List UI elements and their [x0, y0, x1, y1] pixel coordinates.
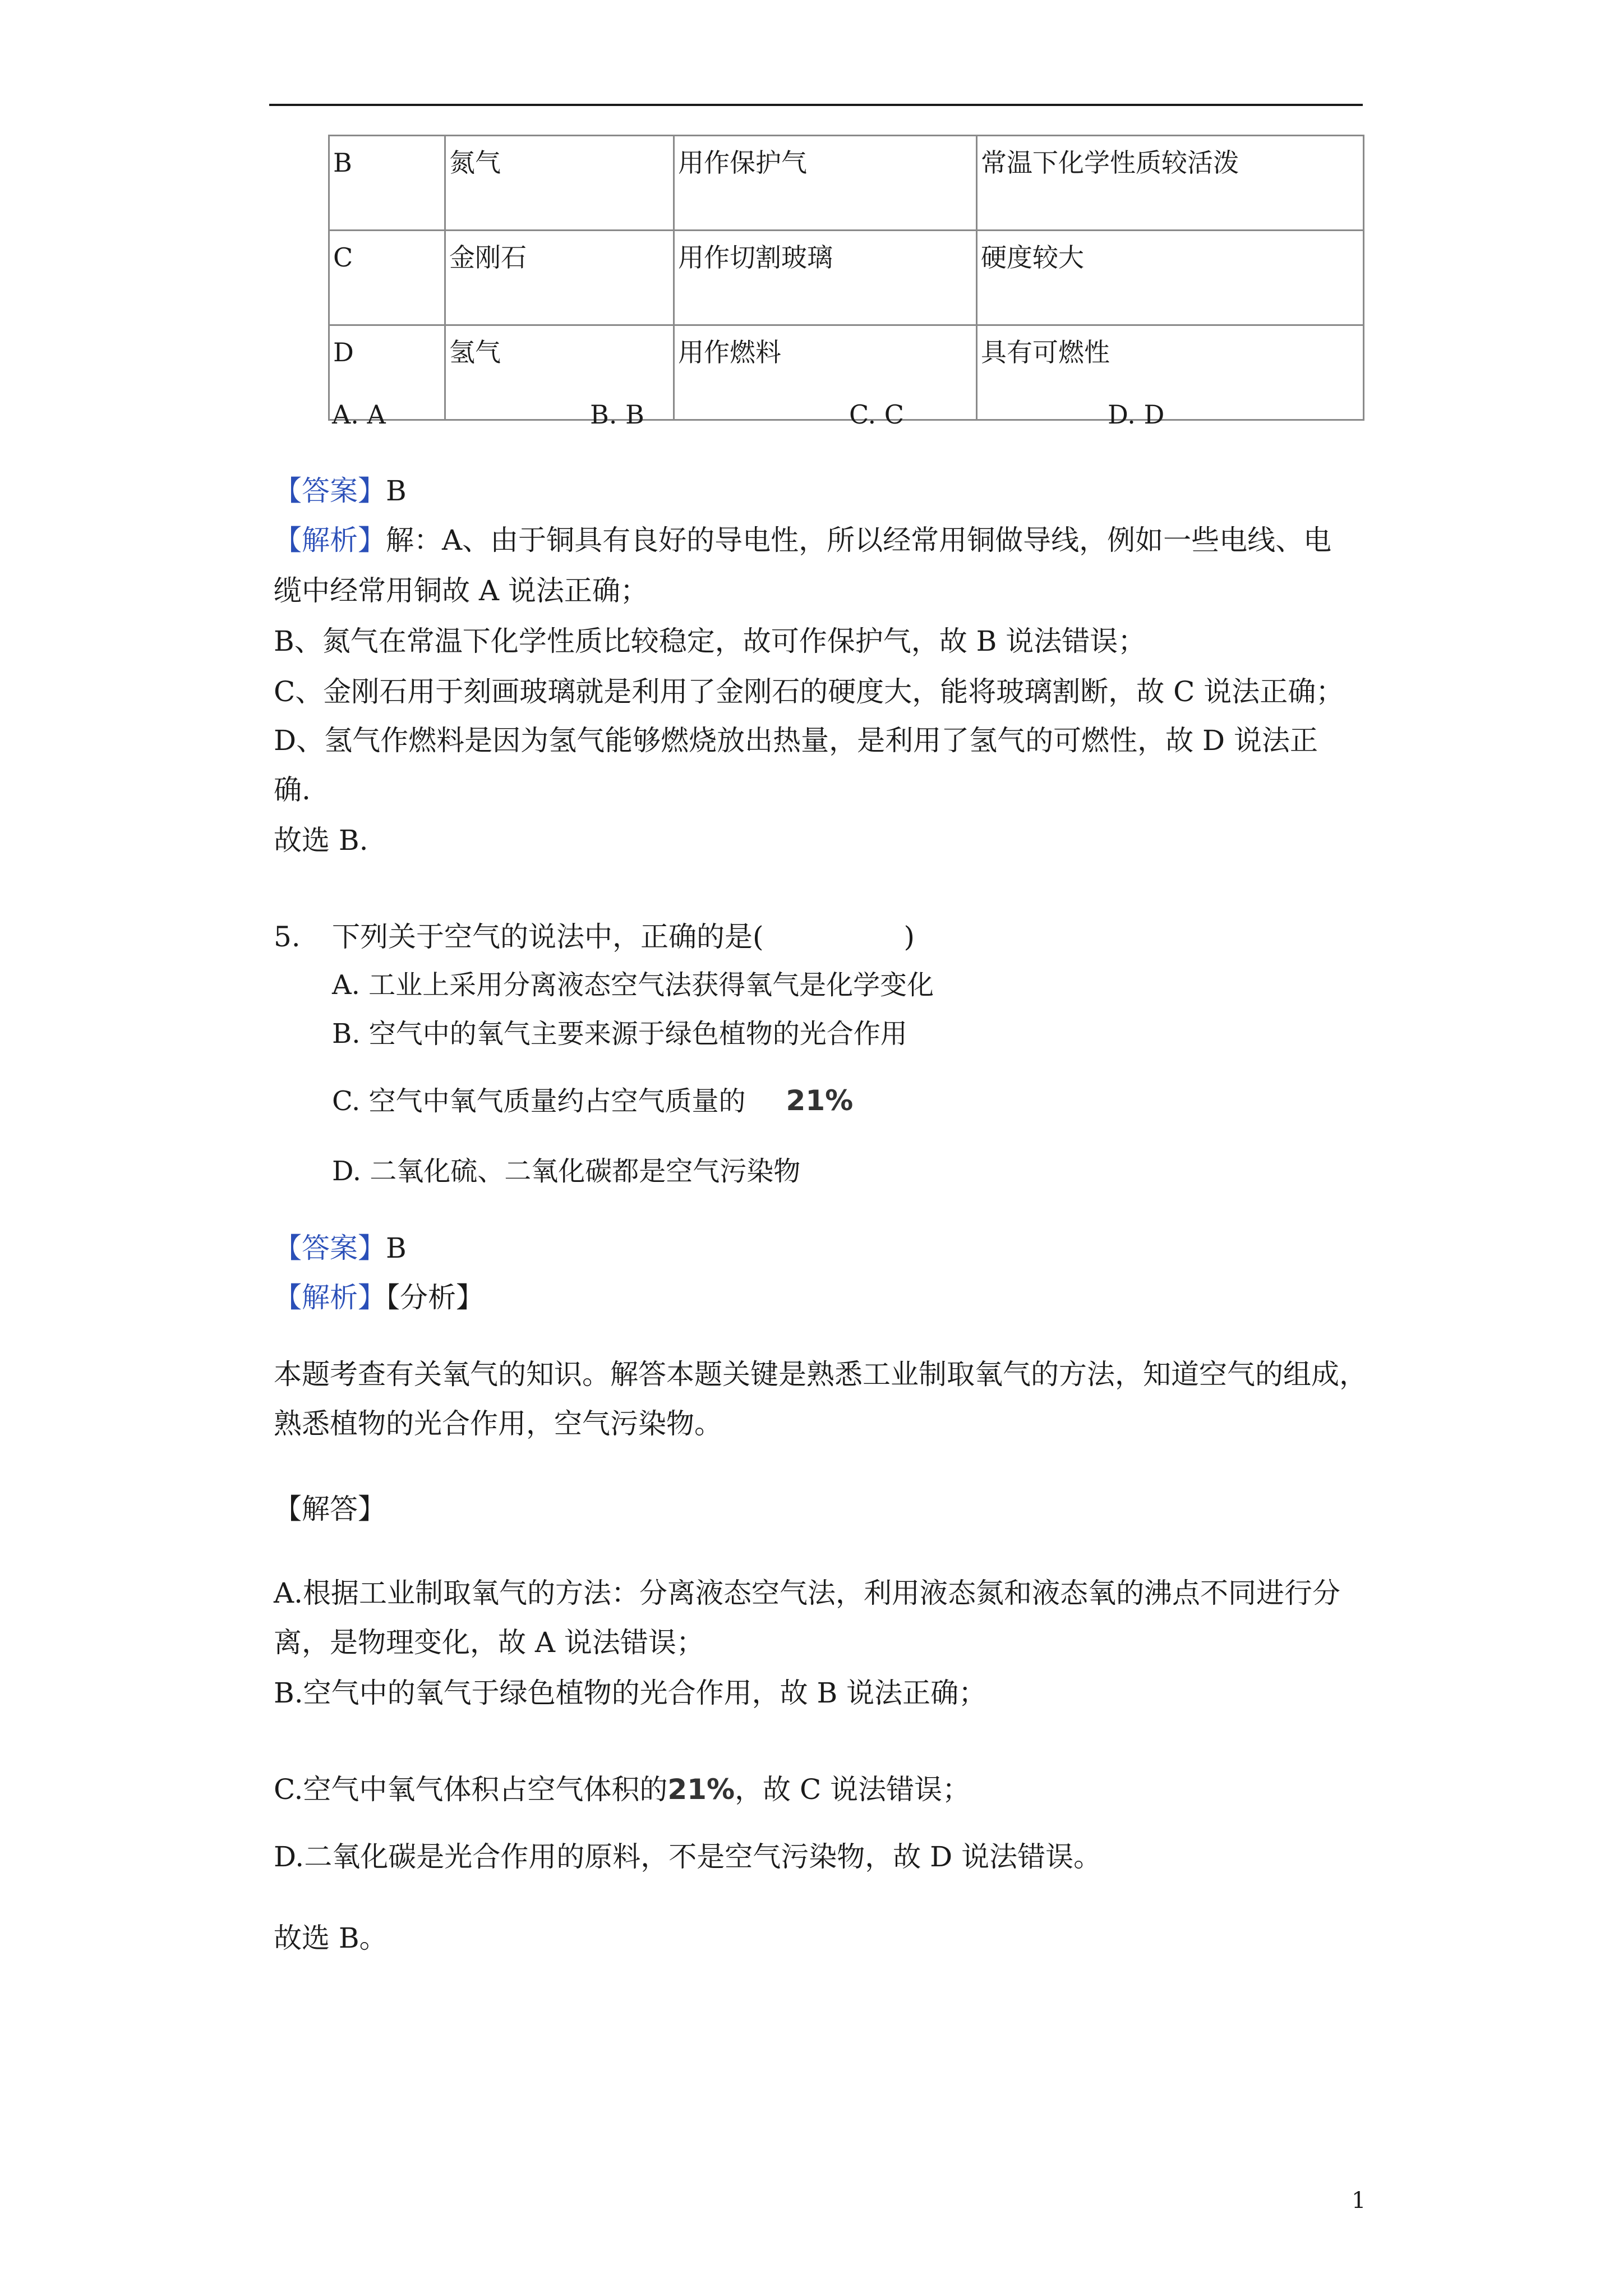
q4-analysis-line-2: 缆中经常用铜故 A 说法正确； — [274, 574, 648, 607]
table-cell: B — [329, 136, 445, 231]
q5-summary-line-1: 本题考查有关氧气的知识。解答本题关键是熟悉工业制取氧气的方法，知道空气的组成， — [274, 1358, 1367, 1391]
table-cell: C — [329, 231, 445, 325]
choice-c: C. C — [849, 399, 904, 430]
q4-answer-line — [274, 474, 407, 508]
analysis-sub-tag: 【分析】 — [386, 1281, 484, 1314]
q4-analysis-line-7: 故选 B. — [274, 824, 368, 857]
q4-analysis-line-6: 确. — [274, 774, 311, 806]
percent-value: 21% — [786, 1084, 854, 1117]
q5-solution-line-6: 故选 B。 — [274, 1922, 388, 1954]
table-row — [329, 136, 1364, 231]
table-cell: 具有可燃性 — [977, 325, 1364, 420]
option-c-text: C. 空气中氧气质量约占空气质量的 — [332, 1085, 746, 1117]
q5-option-d: D. 二氧化硫、二氧化碳都是空气污染物 — [332, 1156, 801, 1187]
choice-a: A. A — [332, 399, 386, 430]
table-cell: 常温下化学性质较活泼 — [977, 136, 1364, 231]
q5-answer-line — [274, 1231, 407, 1265]
answer-tag: 【答案】 — [274, 1232, 386, 1264]
q5-question-number: 5. — [274, 921, 301, 953]
q5-solution-line-5: D.二氧化碳是光合作用的原料，不是空气污染物，故 D 说法错误。 — [274, 1841, 1102, 1873]
table-cell: 氢气 — [445, 325, 674, 420]
q4-analysis-line-3: B、氮气在常温下化学性质比较稳定，故可作保护气，故 B 说法错误； — [274, 625, 1146, 657]
table-cell: 金刚石 — [445, 231, 674, 325]
q5-solution-line-1: A.根据工业制取氧气的方法：分离液态空气法，利用液态氮和液态氧的沸点不同进行分 — [274, 1577, 1341, 1609]
solution-c-text: C.空气中氧气体积占空气体积的 — [274, 1773, 668, 1806]
q4-analysis-line-4: C、金刚石用于刻画玻璃就是利用了金刚石的硬度大，能将玻璃割断，故 C 说法正确； — [274, 675, 1344, 708]
analysis-tag: 【解析】 — [274, 1281, 386, 1314]
options-table — [328, 135, 1364, 421]
table-cell: 硬度较大 — [977, 231, 1364, 325]
q5-option-c — [332, 1084, 853, 1118]
q4-analysis-line-5: D、氢气作燃料是因为氢气能够燃烧放出热量，是利用了氢气的可燃性，故 D 说法正 — [274, 724, 1318, 757]
table-row — [329, 325, 1364, 420]
table-row — [329, 231, 1364, 325]
q5-stem: 下列关于空气的说法中，正确的是( ) — [332, 921, 915, 953]
analysis-text: 解：A、由于铜具有良好的导电性，所以经常用铜做导线，例如一些电线、电 — [386, 524, 1332, 556]
percent-value: 21% — [667, 1773, 735, 1806]
q5-summary-line-2: 熟悉植物的光合作用，空气污染物。 — [274, 1407, 722, 1440]
q5-solution-line-3: B.空气中的氧气于绿色植物的光合作用，故 B 说法正确； — [274, 1677, 987, 1709]
q5-solution-line-2: 离，是物理变化，故 A 说法错误； — [274, 1626, 704, 1659]
q5-option-b: B. 空气中的氧气主要来源于绿色植物的光合作用 — [332, 1018, 907, 1050]
analysis-tag: 【解析】 — [274, 524, 386, 556]
answer-value: B — [386, 475, 407, 507]
table-cell: 用作切割玻璃 — [674, 231, 977, 325]
table-cell: 用作保护气 — [674, 136, 977, 231]
q5-analysis-line — [274, 1281, 484, 1314]
table-cell: 氮气 — [445, 136, 674, 231]
q4-analysis-line-1 — [274, 523, 1331, 557]
page-number: 1 — [1352, 2188, 1366, 2214]
choice-b: B. B — [590, 399, 644, 430]
q5-option-a: A. 工业上采用分离液态空气法获得氧气是化学变化 — [332, 969, 934, 1001]
table-cell: D — [329, 325, 445, 420]
answer-value: B — [386, 1232, 407, 1264]
q5-solution-line-4 — [274, 1773, 970, 1806]
header-rule — [269, 104, 1363, 106]
choice-d: D. D — [1108, 399, 1165, 430]
solution-c-tail: ，故 C 说法错误； — [735, 1773, 971, 1806]
answer-tag: 【答案】 — [274, 475, 386, 507]
q5-solution-tag: 【解答】 — [274, 1493, 386, 1525]
table-cell: 用作燃料 — [674, 325, 977, 420]
